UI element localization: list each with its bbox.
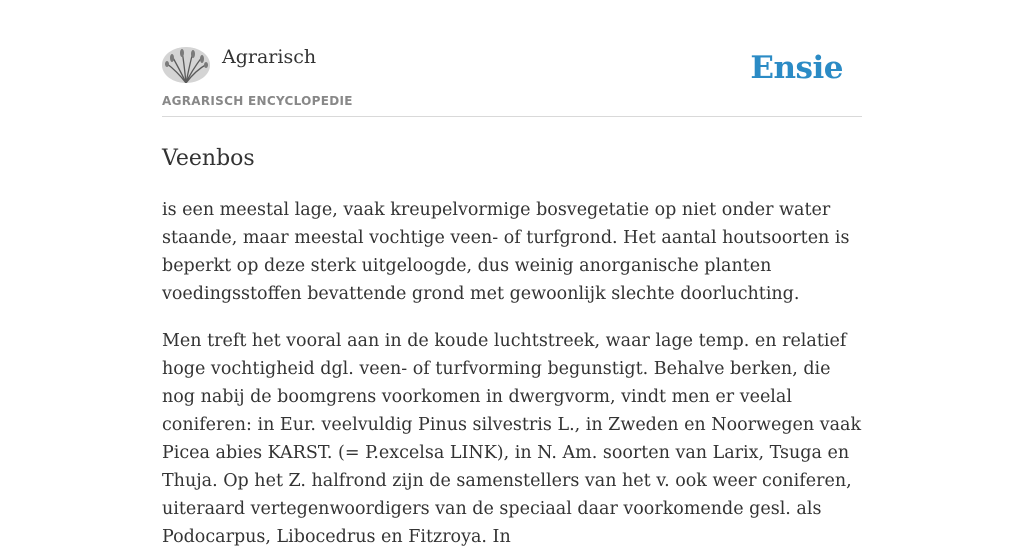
article-paragraph: Men treft het vooral aan in de koude luchtstreek, waar lage temp. en relatief hoge vochtigheid dgl. veen- of turfvorming begunstigt. Behalve berken, die nog nabij de boomgrens voorkomen in dwergvorm, vindt men er veelal coniferen: in Eur. veelvuldig Pinus silvestris L., in Zweden en Noorwegen vaak Picea abies KARST. (= P.excelsa LINK), in N. Am. soorten van Larix, Tsuga en Thuja. Op het Z. halfrond zijn de samenstellers van het v. ook weer coniferen, uiteraard vertegenwoordigers van de speciaal daar voorkomende gesl. als Podocarpus, Libocedrus en Fitzroya. In [162, 331, 862, 547]
page-title: Veenbos [162, 146, 255, 171]
header [162, 0, 862, 117]
source-name[interactable]: Agrarisch [222, 46, 317, 68]
article-paragraph: is een meestal lage, vaak kreupelvormige bosvegetatie op niet onder water staande, maar meestal vochtige veen- of turfgrond. Het aantal houtsoorten is beperkt op deze sterk uitgeloogde, dus weinig anorganische planten voedingsstoffen bevattende grond met gewoonlijk slechte doorluchting. [162, 200, 850, 304]
wheat-icon[interactable] [162, 47, 210, 83]
page [162, 0, 862, 551]
source-subtitle: AGRARISCH ENCYCLOPEDIE [162, 94, 353, 108]
article-body [162, 196, 862, 551]
ensie-logo-link[interactable]: Ensie [750, 50, 843, 86]
